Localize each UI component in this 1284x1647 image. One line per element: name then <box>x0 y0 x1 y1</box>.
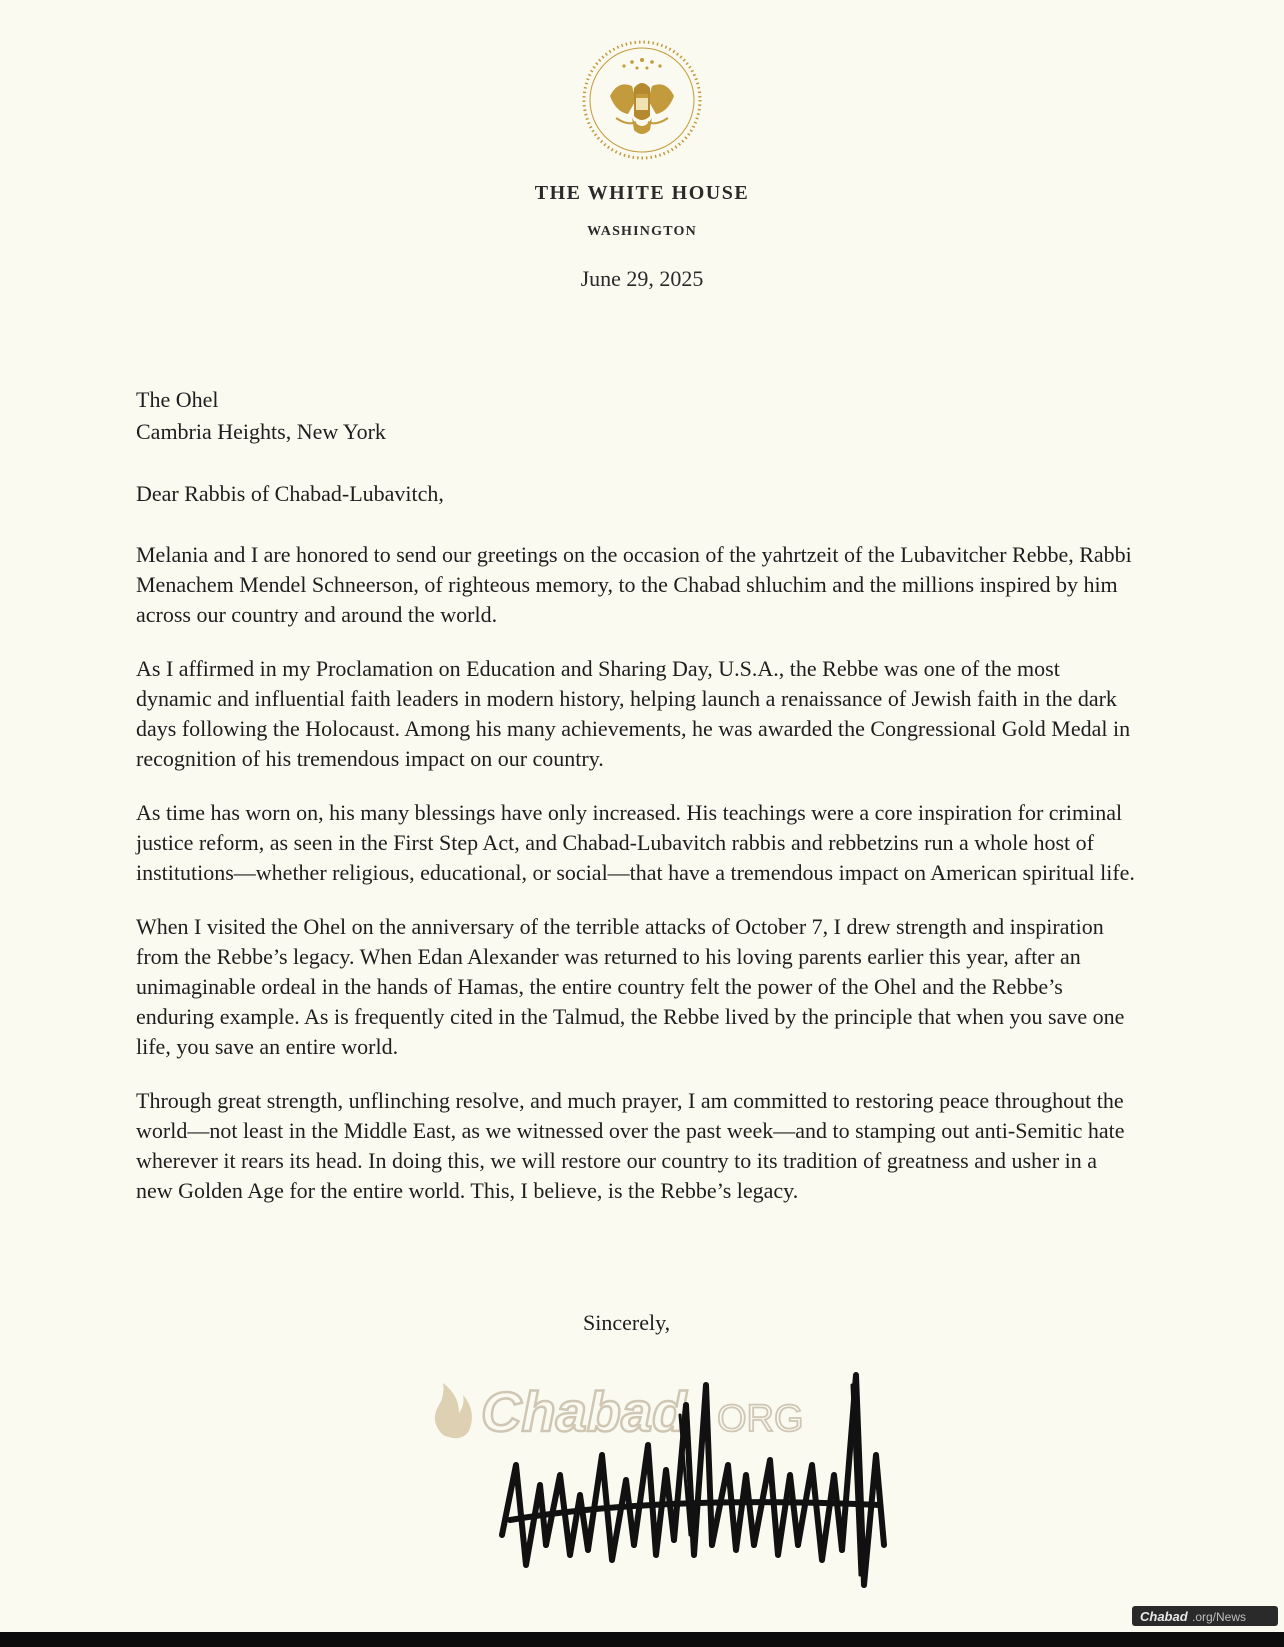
body-paragraph: Through great strength, unflinching resolve, and much prayer, I am committed to restoring peace throughout the world—not least in the Middle East, as we witnessed over the past week—and to stamping out anti-Semitic hate wherever it rears its head. In doing this, we will restore our country to its tradition of greatness and usher in a new Golden Age for the entire world. This, I believe, is the Rebbe’s legacy. <box>136 1088 1125 1203</box>
closing: Sincerely, <box>583 1310 671 1335</box>
chabad-news-badge-icon <box>1132 1606 1278 1626</box>
body-paragraph: As I affirmed in my Proclamation on Education and Sharing Day, U.S.A., the Rebbe was one of the most dynamic and influential faith leaders in modern history, helping launch a renaissance of Jewish faith in the dark days following the Holocaust. Among his many achievements, he was awarded the Congressional Gold Medal in recognition of his tremendous impact on our country. <box>136 656 1131 771</box>
svg-text:ORG: ORG <box>717 1398 804 1440</box>
svg-text:Chabad: Chabad <box>481 1380 687 1443</box>
letter-body <box>136 540 1136 1230</box>
letterhead-city: WASHINGTON <box>587 224 697 239</box>
svg-text:Chabad: Chabad <box>1140 1609 1188 1624</box>
salutation: Dear Rabbis of Chabad-Lubavitch, <box>136 481 444 506</box>
presidential-seal-icon <box>580 38 704 162</box>
address-line-1: The Ohel <box>136 387 219 412</box>
svg-text:.org/News: .org/News <box>1192 1610 1247 1624</box>
signature-icon <box>480 1345 930 1615</box>
address-line-2: Cambria Heights, New York <box>136 419 386 444</box>
letter-date: June 29, 2025 <box>580 266 704 291</box>
recipient-address <box>136 384 386 448</box>
body-paragraph: Melania and I are honored to send our greetings on the occasion of the yahrtzeit of the Lubavitcher Rebbe, Rabbi Menachem Mendel Schneerson, of righteous memory, to the Chabad shluchim and the millions inspired by him across our country and around the world. <box>136 542 1132 627</box>
letterhead-title: THE WHITE HOUSE <box>534 182 750 204</box>
body-paragraph: When I visited the Ohel on the anniversary of the terrible attacks of October 7, I drew strength and inspiration from the Rebbe’s legacy. When Edan Alexander was returned to his loving parents earlier this year, after an unimaginable ordeal in the hands of Hamas, the entire country felt the power of the Ohel and the Rebbe’s enduring example. As is frequently cited in the Talmud, the Rebbe lived by the principle that when you save one life, you save an entire world. <box>136 914 1125 1059</box>
body-paragraph: As time has worn on, his many blessings have only increased. His teachings were a core inspiration for criminal justice reform, as seen in the First Step Act, and Chabad-Lubavitch rabbis and rebbetzins run a whole host of institutions—whether religious, educational, or social—that have a tremendous impact on American spiritual life. <box>136 800 1135 885</box>
